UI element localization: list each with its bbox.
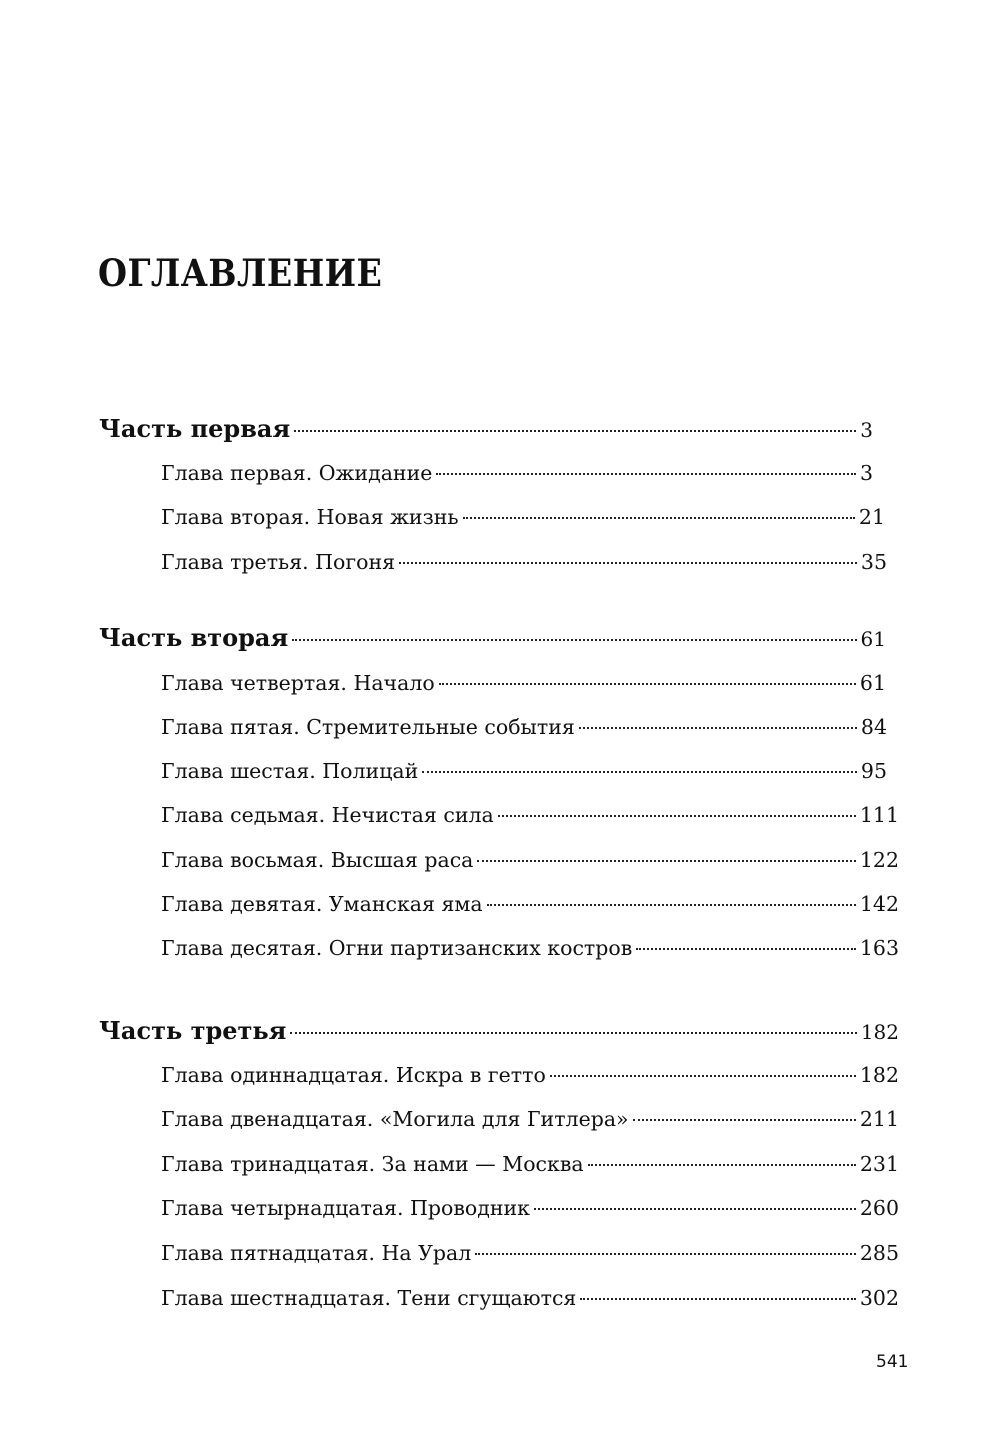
page-number: 260 — [859, 1196, 899, 1220]
chapter-label: Глава шестнадцатая. Тени сгущаются — [161, 1286, 577, 1310]
chapter-label: Глава тринадцатая. За нами — Москва — [161, 1152, 584, 1176]
dot-leader — [498, 815, 856, 817]
page-number: 111 — [859, 803, 899, 827]
page-number: 61 — [859, 671, 886, 695]
page-number: 231 — [859, 1152, 899, 1176]
page-number: 182 — [860, 1020, 899, 1044]
toc-part-3 — [99, 1016, 899, 1045]
dot-leader — [399, 562, 857, 564]
toc-chapter — [161, 1063, 899, 1087]
dot-leader — [475, 1253, 856, 1255]
chapter-label: Глава десятая. Огни партизанских костров — [161, 936, 633, 960]
toc-chapter — [161, 936, 899, 960]
page-number: 3 — [860, 418, 873, 442]
toc-chapter — [161, 1241, 899, 1265]
dot-leader — [477, 860, 855, 862]
chapter-label: Глава первая. Ожидание — [161, 461, 433, 485]
page-number: 182 — [859, 1063, 899, 1087]
folio-page-number: 541 — [876, 1352, 909, 1372]
chapter-label: Глава четвертая. Начало — [161, 671, 435, 695]
dot-leader — [292, 639, 856, 641]
dot-leader — [290, 1032, 856, 1034]
toc-part-1 — [99, 414, 873, 443]
chapter-label: Глава пятая. Стремительные события — [161, 715, 575, 739]
dot-leader — [579, 727, 857, 729]
toc-chapter — [161, 505, 885, 529]
dot-leader — [439, 683, 856, 685]
page-number: 302 — [859, 1286, 899, 1310]
dot-leader — [633, 1119, 856, 1121]
dot-leader — [436, 473, 856, 475]
toc-chapter — [161, 848, 899, 872]
dot-leader — [294, 430, 856, 432]
chapter-label: Глава одиннадцатая. Искра в гетто — [161, 1063, 546, 1087]
chapter-label: Глава седьмая. Нечистая сила — [161, 803, 494, 827]
chapter-label: Глава восьмая. Высшая раса — [161, 848, 474, 872]
dot-leader — [636, 948, 856, 950]
toc-part-2 — [99, 623, 886, 652]
page-number: 163 — [859, 936, 899, 960]
toc-chapter — [161, 715, 887, 739]
dot-leader — [422, 771, 857, 773]
dot-leader — [550, 1075, 856, 1077]
page-number: 84 — [860, 715, 887, 739]
chapter-label: Глава вторая. Новая жизнь — [161, 505, 459, 529]
page-number: 122 — [859, 848, 899, 872]
part-label: Часть третья — [99, 1016, 287, 1045]
dot-leader — [580, 1298, 855, 1300]
part-label: Часть первая — [99, 414, 291, 443]
dot-leader — [534, 1208, 856, 1210]
dot-leader — [487, 904, 856, 906]
page-number: 61 — [860, 627, 886, 651]
page-number: 211 — [859, 1107, 899, 1131]
chapter-label: Глава четырнадцатая. Проводник — [161, 1196, 530, 1220]
toc-chapter — [161, 1107, 899, 1131]
page-number: 3 — [859, 461, 873, 485]
dot-leader — [588, 1164, 856, 1166]
chapter-label: Глава третья. Погоня — [161, 550, 396, 574]
page-number: 142 — [859, 892, 899, 916]
toc-chapter — [161, 803, 899, 827]
page-title: ОГЛАВЛЕНИЕ — [98, 251, 383, 295]
chapter-label: Глава пятнадцатая. На Урал — [161, 1241, 472, 1265]
toc-chapter — [161, 759, 887, 783]
toc-chapter — [161, 550, 887, 574]
page-number: 95 — [860, 759, 887, 783]
toc-chapter — [161, 1152, 899, 1176]
dot-leader — [463, 517, 855, 519]
page-number: 21 — [858, 505, 885, 529]
toc-chapter — [161, 461, 873, 485]
toc-chapter — [161, 1286, 899, 1310]
toc-chapter — [161, 671, 886, 695]
toc-chapter — [161, 892, 899, 916]
part-label: Часть вторая — [99, 623, 289, 652]
page-number: 35 — [860, 550, 887, 574]
chapter-label: Глава девятая. Уманская яма — [161, 892, 483, 916]
chapter-label: Глава шестая. Полицай — [161, 759, 419, 783]
toc-chapter — [161, 1196, 899, 1220]
chapter-label: Глава двенадцатая. «Могила для Гитлера» — [161, 1107, 629, 1131]
page-number: 285 — [859, 1241, 899, 1265]
